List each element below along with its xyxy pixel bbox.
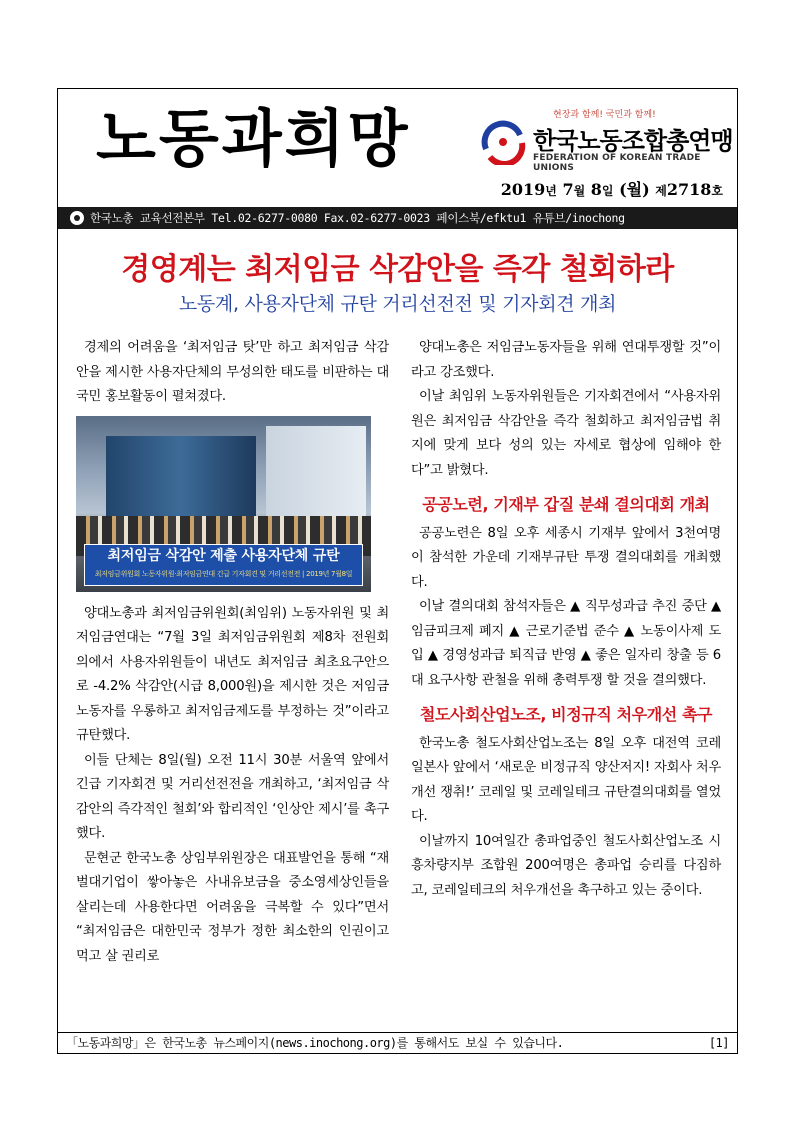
issue-month: 7	[562, 180, 574, 199]
masthead	[58, 89, 737, 207]
body-paragraph: 이날까지 10여일간 총파업중인 철도사회산업노조 시흥차량지부 조합원 200여명은 총파업 승리를 다짐하고, 코레일테크의 처우개선을 촉구하고 있는 중이다.	[411, 833, 721, 898]
newsletter-title: 노동과희망	[96, 102, 411, 175]
issue-year: 2019	[500, 180, 546, 199]
footer-text: 「노동과희망」은 한국노총 뉴스페이지(news.inochong.org)를 통해서도 보실 수 있습니다.	[66, 1036, 564, 1050]
body-paragraph: 공공노련은 8일 오후 세종시 기재부 앞에서 3천여명이 참석한 가운데 기재부규탄 투쟁 결의대회를 개최했다.	[411, 525, 721, 590]
fktu-logo-icon	[480, 119, 526, 165]
body-paragraph: 이들 단체는 8일(월) 오전 11시 30분 서울역 앞에서 긴급 기자회견 및 거리선전전을 개최하고, ‘최저임금 삭감안의 즉각적인 철회’와 합리적인 ‘인상안 제시’를 촉구했다.	[76, 752, 389, 841]
lead-paragraph: 경제의 어려움을 ‘최저임금 탓’만 하고 최저임금 삭감안을 제시한 사용자단체의 무성의한 태도를 비판하는 대국민 홍보활동이 펼쳐졌다.	[76, 340, 389, 404]
banner-main-text: 최저임금 삭감안 제출 사용자단체 규탄	[107, 547, 340, 564]
body-paragraph: 이날 결의대회 참석자들은 ▲ 직무성과급 추진 중단 ▲ 임금피크제 폐지 ▲ 근로기준법 준수 ▲ 노동이사제 도입 ▲ 경영성과급 퇴직급 반영 ▲ 좋은 일자리 창출 등 6대 요구사항 관철을 위해 총력투쟁 할 것을 결의했다.	[411, 599, 721, 688]
right-column	[411, 336, 721, 903]
banner-sub-text: 최저임금위원회 노동자위원·최저임금연대 긴급 기자회견 및 거리선전전 | 2019년 7월8일	[94, 569, 353, 578]
contact-info-bar	[58, 207, 737, 229]
issue-weekday: (월)	[619, 180, 650, 199]
photo-banner	[84, 544, 363, 586]
section-title-public-union: 공공노련, 기재부 갑질 분쇄 결의대회 개최	[422, 495, 710, 514]
issue-number: 2718	[666, 180, 712, 199]
day-unit: 일	[601, 184, 614, 198]
org-slogan: 현장과 함께! 국민과 함께!	[553, 110, 656, 120]
body-paragraph: 한국노총 철도사회산업노조는 8일 오후 대전역 코레일본사 앞에서 ‘새로운 비정규직 양산저지! 자회사 처우개선 쟁취!’ 코레일 및 코레일테크 규탄결의대회를 열었다.	[411, 735, 721, 824]
issue-date-line	[501, 177, 723, 200]
issue-day: 8	[590, 180, 602, 199]
newsletter-page	[57, 88, 738, 1054]
headline: 경영계는 최저임금 삭감안을 즉각 철회하라	[121, 252, 674, 287]
body-paragraph: 양대노총과 최저임금위원회(최임위) 노동자위원 및 최저임금연대는 “7월 3일 최저임금위원회 제8차 전원회의에서 사용자위원들이 내년도 최저임금 최초요구안으로 -4.2% 삭감안(시급 8,000원)을 제시한 것은 저임금노동자를 우롱하고 최저임금제도를 부정하는 것”이라고 규탄했다.	[76, 605, 389, 743]
page-number: [1]	[708, 1036, 729, 1050]
issue-suffix: 호	[711, 184, 723, 198]
body-paragraph: 양대노총은 저임금노동자들을 위해 연대투쟁할 것”이라고 강조했다.	[411, 340, 721, 380]
month-unit: 월	[573, 184, 586, 198]
body-paragraph: 문현군 한국노총 상임부위원장은 대표발언을 통해 “재벌대기업이 쌓아놓은 사내유보금을 중소영세상인들을 살리는데 사용한다면 어려움을 극복할 수 있다”면서 “최저임금은 대한민국 정부가 정한 최소한의 인권이고 먹고 살 권리로	[76, 850, 389, 964]
issue-prefix: 제	[655, 184, 667, 198]
year-unit: 년	[545, 184, 557, 198]
rally-photo	[76, 416, 371, 592]
body-paragraph: 이날 최임위 노동자위원들은 기자회견에서 “사용자위원은 최저임금 삭감안을 즉각 철회하고 최저임금법 취지에 맞게 보다 성의 있는 자세로 협상에 임해야 한다”고 밝혔다.	[411, 389, 721, 478]
page-footer	[57, 1032, 738, 1054]
org-name-english: FEDERATION OF KOREAN TRADE UNIONS	[533, 153, 701, 173]
org-name: 한국노동조합총연맹	[533, 127, 733, 155]
section-title-railway-union: 철도사회산업노조, 비정규직 처우개선 촉구	[419, 705, 713, 724]
infobar-bullet-icon	[70, 211, 84, 225]
left-column	[76, 336, 389, 969]
contact-info-text: 한국노총 교육선전본부 Tel.02-6277-0080 Fax.02-6277-0023 페이스북/efktu1 유튜브/inochong	[90, 211, 625, 225]
subheadline: 노동계, 사용자단체 규탄 거리선전전 및 기자회견 개최	[178, 293, 617, 315]
